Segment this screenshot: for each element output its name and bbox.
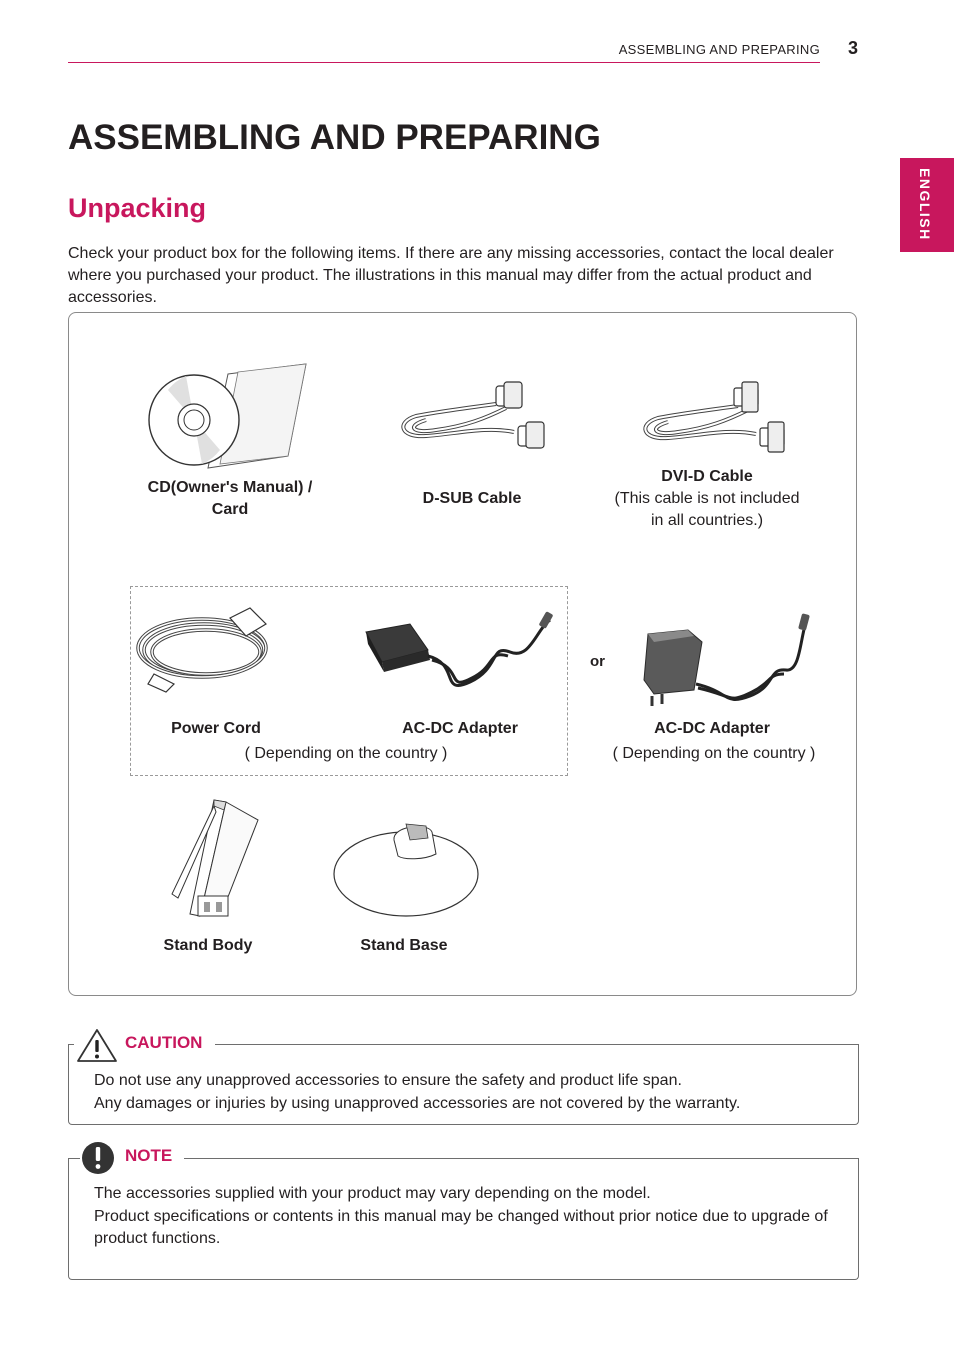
running-header [68, 38, 820, 63]
dsub-cable-label: D-SUB Cable [422, 490, 522, 507]
dvid-cable-illustration [638, 380, 790, 454]
caution-top-rule [215, 1044, 859, 1045]
note-exclamation-icon [81, 1141, 115, 1175]
dvid-cable-note-line2: in all countries.) [650, 512, 764, 529]
caution-line1: Do not use any unapproved accessories to ensure the safety and product life span. [94, 1072, 682, 1089]
adapter2-country-note: ( Depending on the country ) [612, 745, 816, 762]
section-title: Unpacking [68, 193, 207, 223]
ac-dc-adapter-brick-illustration [360, 610, 560, 694]
cd-card-illustration [146, 360, 311, 470]
dsub-cable-illustration [396, 378, 552, 452]
adapter1-label: AC-DC Adapter [402, 720, 518, 737]
page-title: ASSEMBLING AND PREPARING [68, 118, 601, 157]
note-body [94, 1183, 854, 1251]
note-line1: The accessories supplied with your product may vary depending on the model. [94, 1185, 651, 1202]
note-title: NOTE [125, 1146, 173, 1165]
caution-top-rule-left [68, 1044, 74, 1045]
dvid-cable-note-line1: (This cable is not included [614, 490, 800, 507]
language-tab [900, 158, 954, 252]
note-top-rule [184, 1158, 859, 1159]
power-cord-label: Power Cord [171, 720, 261, 737]
power-cord-illustration [134, 604, 280, 694]
intro-paragraph: Check your product box for the following items. If there are any missing accessories, contact the local dealer where you purchased your product. The illustrations in this manual may differ from the actual product and accessories. [68, 245, 834, 306]
dvid-cable-title: DVI-D Cable [661, 468, 753, 485]
caution-body [94, 1070, 854, 1115]
cd-card-label [130, 477, 330, 521]
caution-title: CAUTION [125, 1033, 203, 1052]
stand-base-label: Stand Base [360, 937, 448, 954]
group-country-note: ( Depending on the country ) [244, 745, 448, 762]
adapter2-label: AC-DC Adapter [654, 720, 770, 737]
caution-warning-icon [76, 1027, 118, 1063]
note-top-rule-left [68, 1158, 80, 1159]
stand-body-label: Stand Body [163, 937, 253, 954]
cd-card-label-line1: CD(Owner's Manual) / [147, 479, 313, 496]
page-number: 3 [848, 38, 859, 58]
stand-body-illustration [170, 798, 262, 920]
language-tab-label: ENGLISH [917, 168, 933, 241]
note-line2: Product specifications or contents in this manual may be changed without prior notice due to upgrade of product functions. [94, 1207, 828, 1247]
cd-card-label-line2: Card [211, 501, 249, 518]
stand-base-illustration [332, 818, 482, 918]
or-separator: or [590, 653, 605, 670]
running-title: ASSEMBLING AND PREPARING [618, 42, 820, 57]
ac-dc-adapter-wallplug-illustration [640, 612, 812, 708]
caution-line2: Any damages or injuries by using unapproved accessories are not covered by the warranty. [94, 1094, 741, 1112]
dvid-cable-label [596, 466, 818, 532]
